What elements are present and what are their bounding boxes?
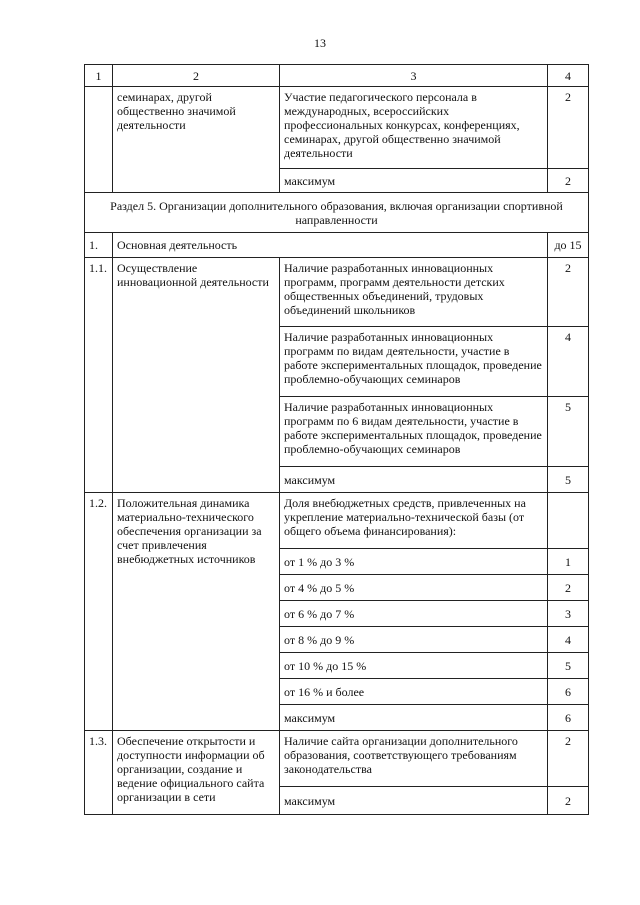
criterion: от 1 % до 3 %: [280, 549, 548, 575]
score: 5: [548, 467, 589, 493]
score: 5: [548, 653, 589, 679]
score: 4: [548, 327, 589, 397]
criterion: от 6 % до 7 %: [280, 601, 548, 627]
score: 1: [548, 549, 589, 575]
header-row: [85, 65, 589, 87]
criterion: от 16 % и более: [280, 679, 548, 705]
table-row: [85, 258, 589, 327]
score: 2: [548, 787, 589, 815]
indicator-name: Положительная динамика материально-технического обеспечения организации за счет привлечения внебюджетных источников: [113, 493, 280, 731]
criterion: Наличие разработанных инновационных программ по видам деятельности, участие в работе экспериментальных площадок, проведение проблемно-обучающих семинаров: [280, 327, 548, 397]
score: 2: [548, 87, 589, 169]
score: [548, 493, 589, 549]
row-number: [85, 87, 113, 193]
score: 3: [548, 601, 589, 627]
header-col-2: 2: [113, 65, 280, 87]
header-col-3: 3: [280, 65, 548, 87]
row-number: 1.3.: [85, 731, 113, 815]
criterion: Участие педагогического персонала в международных, всероссийских профессиональных конкурсах, конференциях, семинарах, другой общественно значимой деятельности: [280, 87, 548, 169]
page-number: 13: [314, 36, 326, 50]
criterion: Наличие разработанных инновационных программ по 6 видам деятельности, участие в работе экспериментальных площадок, проведение проблемно-обучающих семинаров: [280, 397, 548, 467]
indicator-name: Обеспечение открытости и доступности информации об организации, создание и ведение официального сайта организации в сети: [113, 731, 280, 815]
row-number: 1.1.: [85, 258, 113, 493]
header-col-4: 4: [548, 65, 589, 87]
criteria-table: [84, 64, 589, 815]
indicator-name: семинарах, другой общественно значимой деятельности: [113, 87, 280, 193]
row-number: 1.2.: [85, 493, 113, 731]
criterion: от 10 % до 15 %: [280, 653, 548, 679]
criterion: максимум: [280, 787, 548, 815]
section-title-row: [85, 193, 589, 233]
section-title: Раздел 5. Организации дополнительного образования, включая организации спортивной направленности: [85, 193, 589, 233]
criterion: Наличие разработанных инновационных программ, программ деятельности детских общественных объединений, трудовых объединений школьников: [280, 258, 548, 327]
score: 2: [548, 731, 589, 787]
criterion: Наличие сайта организации дополнительного образования, соответствующего требованиям законодательства: [280, 731, 548, 787]
table-row: [85, 87, 589, 169]
criterion: от 4 % до 5 %: [280, 575, 548, 601]
criterion: от 8 % до 9 %: [280, 627, 548, 653]
table-row: [85, 731, 589, 787]
indicator-name: Основная деятельность: [113, 233, 548, 258]
table-row: [85, 493, 589, 549]
score: 2: [548, 575, 589, 601]
header-col-1: 1: [85, 65, 113, 87]
criterion-intro: Доля внебюджетных средств, привлеченных на укрепление материально-технической базы (от общего объема финансирования):: [280, 493, 548, 549]
score: 4: [548, 627, 589, 653]
criterion: максимум: [280, 705, 548, 731]
score: 6: [548, 679, 589, 705]
row-number: 1.: [85, 233, 113, 258]
criterion: максимум: [280, 169, 548, 193]
score: 6: [548, 705, 589, 731]
score: 2: [548, 169, 589, 193]
indicator-name: Осуществление инновационной деятельности: [113, 258, 280, 493]
criterion: максимум: [280, 467, 548, 493]
table-row: [85, 233, 589, 258]
score: 2: [548, 258, 589, 327]
score: 5: [548, 397, 589, 467]
score: до 15: [548, 233, 589, 258]
